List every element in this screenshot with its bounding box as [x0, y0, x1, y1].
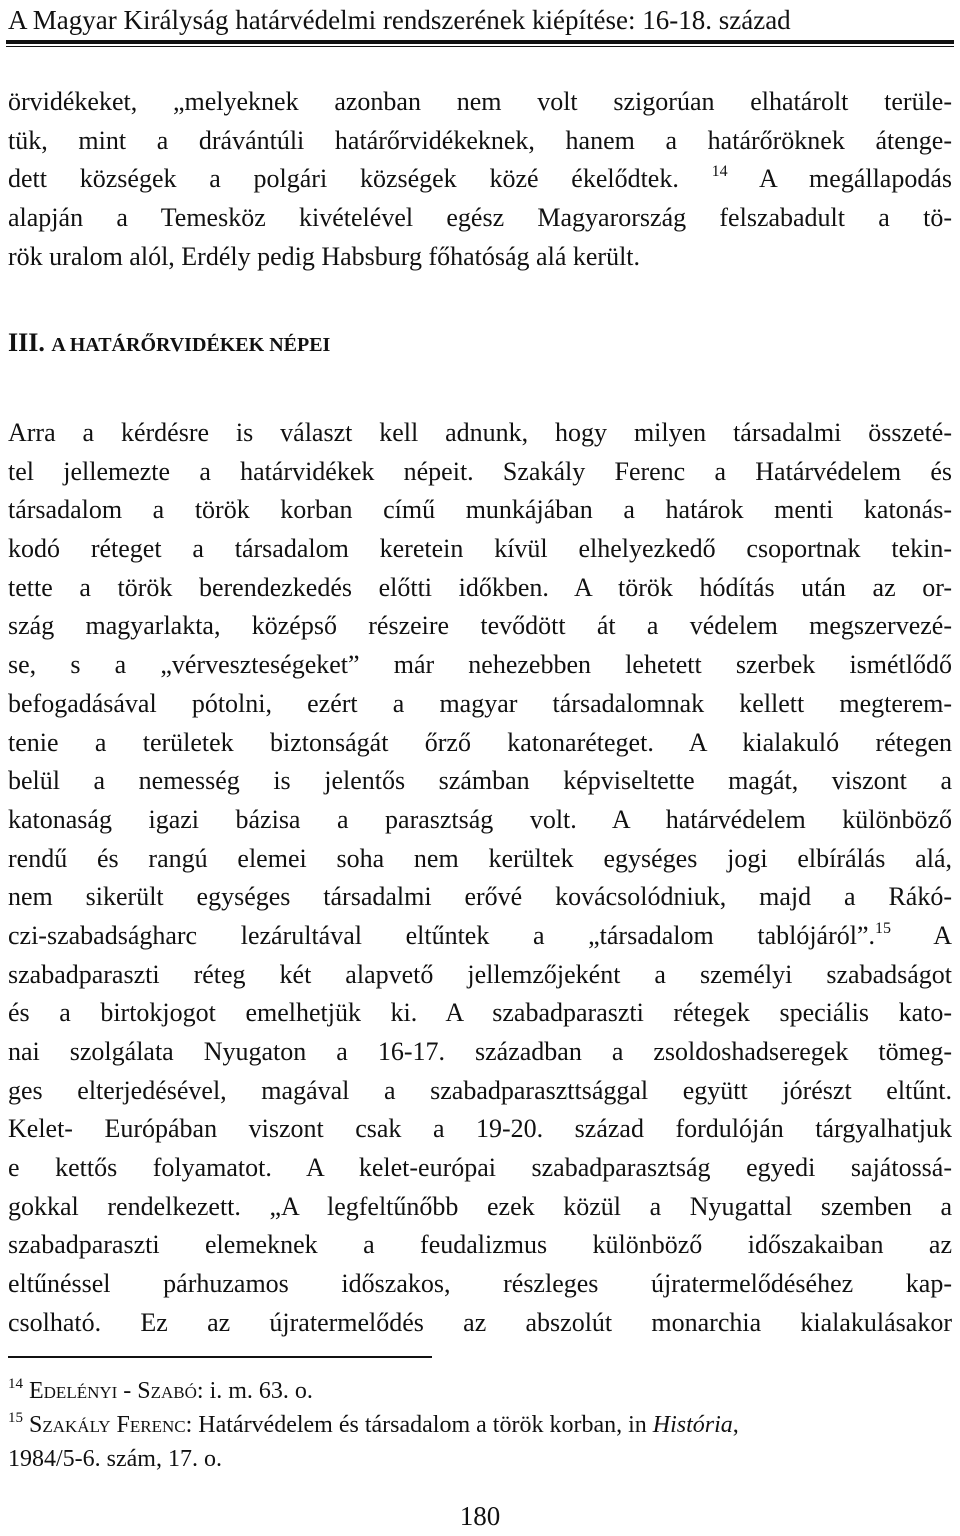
paragraph-1	[8, 83, 952, 276]
paragraph-line: tenie a területek biztonságát őrző katonaréteget. A kialakuló rétegen	[8, 727, 952, 757]
paragraph-line: se, s a „vérveszteségeket” már nehezebben lehetett szerbek ismétlődő	[8, 650, 952, 680]
paragraph-line-text: A megállapodás	[758, 164, 952, 194]
footnote-author: Edelényi - Szabó	[29, 1378, 197, 1404]
paragraph-line: Kelet- Európában viszont csak a 19-20. század fordulóján tárgyalhatjuk	[8, 1114, 952, 1144]
section-number: III.	[8, 328, 45, 357]
paragraph-line: eltűnéssel párhuzamos időszakos, részleges újratermelődéséhez kap-	[8, 1269, 952, 1299]
footnote-ref-15[interactable]: 15	[875, 919, 892, 937]
footnote-separator	[8, 1356, 432, 1358]
footnote-15-continuation: 1984/5-6. szám, 17. o.	[8, 1446, 222, 1472]
paragraph-line: gokkal rendelkezett. „A legfeltűnőbb ezek közül a Nyugattal szemben a	[8, 1191, 952, 1221]
section-title: A HATÁRŐRVIDÉKEK NÉPEI	[51, 334, 331, 356]
paragraph-line: rendű és rangú elemei soha nem kerültek egységes jogi elbírálás alá,	[8, 843, 952, 873]
paragraph-line: tette a török berendezkedés előtti időkben. A török hódítás után az or-	[8, 572, 952, 602]
running-header: A Magyar Királyság határvédelmi rendszerének kiépítése: 16-18. század	[8, 5, 791, 35]
header-rule	[6, 40, 954, 47]
paragraph-line: nai szolgálata Nyugaton a 16-17. században a zsoldoshadseregek tömeg-	[8, 1037, 952, 1066]
paragraph-line: tel jellemezte a határvidékek népeit. Szakály Ferenc a Határvédelem és	[8, 456, 952, 486]
footnote-text: : i. m. 63. o.	[196, 1378, 313, 1404]
paragraph-2	[8, 414, 952, 1343]
paragraph-line: társadalom a török korban című munkájában a határok menti katonás-	[8, 495, 952, 525]
footnotes	[8, 1374, 952, 1476]
footnote-marker: 14	[8, 1376, 23, 1392]
paragraph-line: szág magyarlakta, középső részeire tevődött át a védelem megszervezé-	[8, 611, 952, 641]
page-number: 180	[459, 1501, 501, 1531]
footnote-marker: 15	[8, 1410, 23, 1426]
footnote-text: ,	[732, 1412, 739, 1438]
paragraph-line: nem sikerült egységes társadalmi erővé kovácsolódniuk, majd a Rákó-	[8, 882, 952, 912]
paragraph-line: csolható. Ez az újratermelődés az abszolút monarchia kialakulásakor	[8, 1307, 952, 1337]
paragraph-line: ges elterjedésével, magával a szabadparaszttsággal együtt jórészt eltűnt.	[8, 1075, 952, 1105]
footnote-15	[8, 1408, 952, 1442]
paragraph-line-text: czi-szabadságharc lezárultával eltűntek a „társadalom tablójáról”.	[8, 920, 876, 950]
footnote-journal: História	[652, 1412, 733, 1438]
footnote-ref-14[interactable]: 14	[711, 163, 728, 181]
paragraph-line: katonaság igazi bázisa a parasztság volt. A határvédelem különböző	[8, 804, 952, 834]
paragraph-line: alapján a Temesköz kivételével egész Magyarország felszabadult a tö-	[8, 203, 952, 233]
paragraph-line: szabadparaszti réteg két alapvető jellemzőjeként a személyi szabadságot	[8, 959, 952, 989]
paragraph-line: befogadásával pótolni, ezért a magyar társadalomnak kellett megterem-	[8, 688, 952, 718]
footnote-14	[8, 1374, 952, 1408]
paragraph-line: és a birtokjogot emelhetjük ki. A szabadparaszti rétegek speciális kato-	[8, 998, 952, 1028]
paragraph-line-text: dett községek a polgári községek közé ékelődtek.	[8, 164, 679, 194]
paragraph-line: belül a nemesség is jelentős számban képviseltette magát, viszont a	[8, 766, 952, 796]
paragraph-line: e kettős folyamatot. A kelet-európai szabadparasztság egyedi sajátossá-	[8, 1153, 952, 1183]
footnote-author: Szakály Ferenc	[29, 1412, 186, 1438]
paragraph-line: rök uralom alól, Erdély pedig Habsburg főhatóság alá került.	[8, 241, 641, 271]
paragraph-line: Arra a kérdésre is választ kell adnunk, hogy milyen társadalmi összeté-	[8, 418, 952, 447]
paragraph-line: szabadparaszti elemeknek a feudalizmus különböző időszakaiban az	[8, 1230, 952, 1260]
paragraph-line: kodó réteget a társadalom keretein kívül elhelyezkedő csoportnak tekin-	[8, 534, 952, 564]
paragraph-line: tük, mint a drávántúli határőrvidékeknek, hanem a határőröknek átenge-	[8, 125, 952, 155]
paragraph-line	[8, 160, 952, 199]
paragraph-line: örvidékeket, „melyeknek azonban nem volt szigorúan elhatárolt terüle-	[8, 87, 952, 116]
section-heading	[8, 324, 330, 364]
paragraph-line	[8, 917, 952, 956]
footnote-text: : Határvédelem és társadalom a török korban, in	[185, 1412, 653, 1438]
paragraph-line-text: A	[933, 920, 952, 950]
